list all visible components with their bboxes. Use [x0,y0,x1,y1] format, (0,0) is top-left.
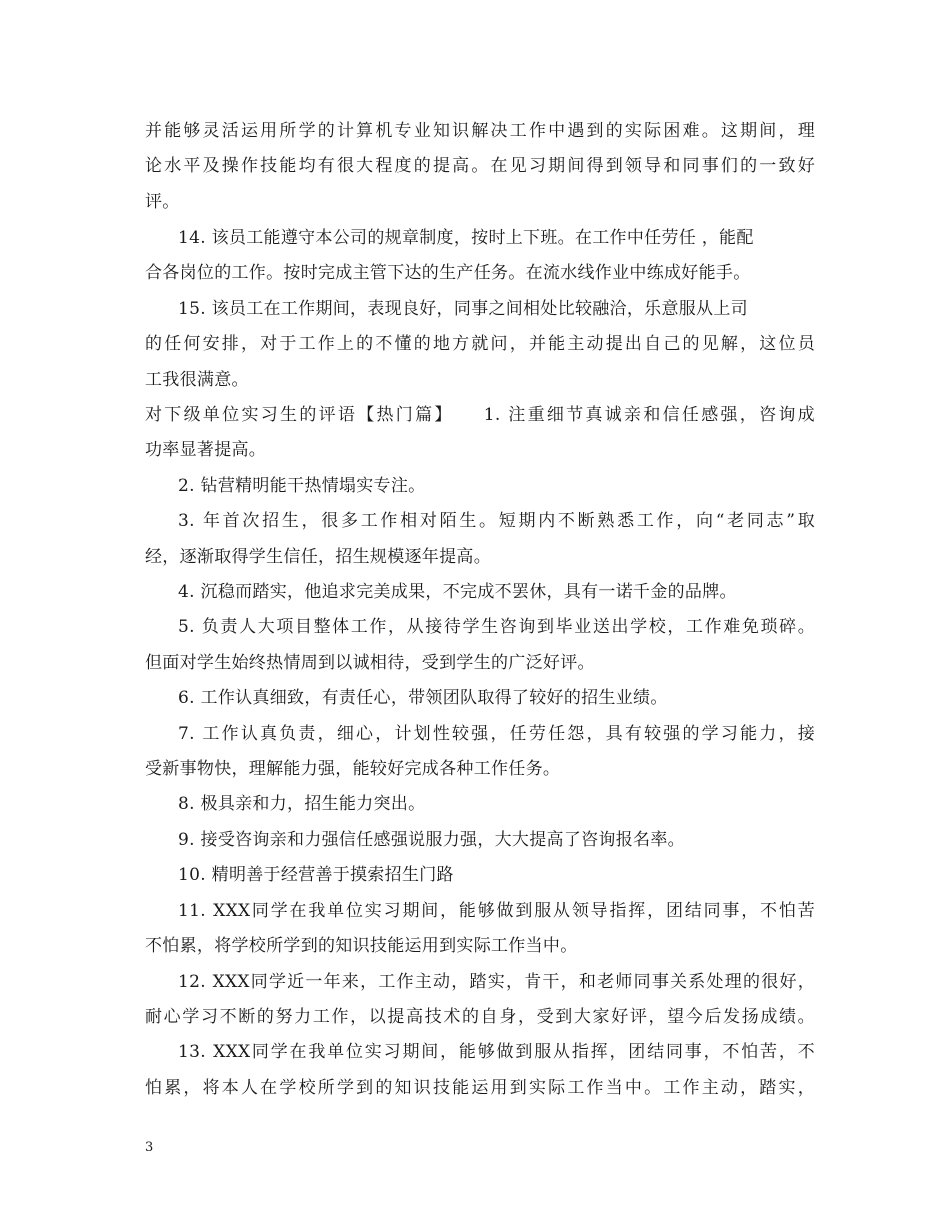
text-line: 功率显著提高。 [145,440,267,460]
text-line: 4. 沉稳而踏实，他追求完美成果，不完成不罢休，具有一诺千金的品牌。 [178,582,737,602]
text-line: 工我很满意。 [145,370,249,390]
text-line: 7. 工作认真负责，细心，计划性较强，任劳任怨，具有较强的学习能力，接 [178,724,815,744]
section-heading-line: 对下级单位实习生的评语【热门篇】 1. 注重细节真诚亲和信任感强，咨询成 [145,405,815,425]
text-line: 15. 该员工在工作期间，表现良好，同事之间相处比较融洽，乐意服从上司 [178,299,748,319]
text-line: 评。 [145,192,180,212]
text-line: 论水平及操作技能均有很大程度的提高。在见习期间得到领导和同事们的一致好 [145,156,815,176]
text-line: 8. 极具亲和力，招生能力突出。 [178,794,426,814]
text-line: 10. 精明善于经营善于摸索招生门路 [178,865,454,885]
text-line: 经，逐渐取得学生信任，招生规模逐年提高。 [145,547,491,567]
text-line: 耐心学习不断的努力工作，以提高技术的自身，受到大家好评，望今后发扬成绩。 [145,1007,815,1027]
text-line: 9. 接受咨询亲和力强信任感强说服力强，大大提高了咨询报名率。 [178,830,685,850]
text-line: 11. XXX同学在我单位实习期间，能够做到服从领导指挥，团结同事，不怕苦 [178,901,815,921]
text-line: 受新事物快，理解能力强，能较好完成各种工作任务。 [145,759,561,779]
text-line: 并能够灵活运用所学的计算机专业知识解决工作中遇到的实际困难。这期间，理 [145,121,815,141]
text-line: 5. 负责人大项目整体工作，从接待学生咨询到毕业送出学校，工作难免琐碎。 [178,617,815,637]
text-line: 不怕累，将学校所学到的知识技能运用到实际工作当中。 [145,936,578,956]
text-line: 12. XXX同学近一年来，工作主动，踏实，肯干，和老师同事关系处理的很好， [178,972,815,992]
text-line: 13. XXX同学在我单位实习期间，能够做到服从指挥，团结同事，不怕苦，不 [178,1042,815,1062]
text-line: 合各岗位的工作。按时完成主管下达的生产任务。在流水线作业中练成好能手。 [145,263,751,283]
text-line: 2. 钻营精明能干热情塌实专注。 [178,476,426,496]
text-line: 3. 年首次招生，很多工作相对陌生。短期内不断熟悉工作，向“老同志”取 [178,511,815,531]
text-line: 但面对学生始终热情周到以诚相待，受到学生的广泛好评。 [145,653,595,673]
text-line: 的任何安排，对于工作上的不懂的地方就问，并能主动提出自己的见解，这位员 [145,334,815,354]
page-number: 3 [145,1140,154,1155]
text-line: 怕累，将本人在学校所学到的知识技能运用到实际工作当中。工作主动，踏实， [145,1078,815,1098]
text-line: 6. 工作认真细致，有责任心，带领团队取得了较好的招生业绩。 [178,688,668,708]
text-line: 14. 该员工能遵守本公司的规章制度，按时上下班。在工作中任劳任 ，能配 [178,228,754,248]
